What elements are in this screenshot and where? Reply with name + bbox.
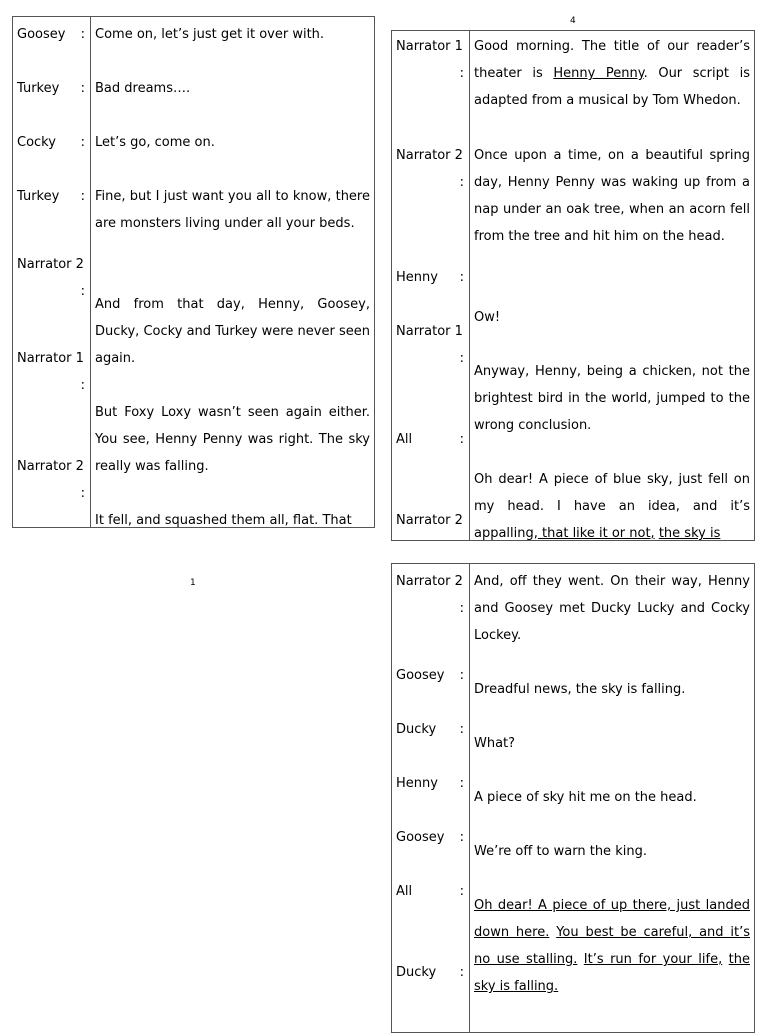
speaker-label: Goosey : bbox=[17, 27, 85, 42]
dialogue-line: And from that day, Henny, Goosey, Ducky, Cocky and Turkey were never seen again. bbox=[95, 297, 370, 366]
speaker-label: Narrator 2 : bbox=[396, 148, 464, 190]
speaker-label: Henny : bbox=[396, 270, 464, 285]
dialogue-column bbox=[91, 17, 374, 527]
dialogue-line: Oh dear! A piece of blue sky, just fell on my head. I have an idea, and it’s appalling, that like it or not, the sky is bbox=[474, 472, 750, 541]
speaker-label: Narrator 2 : bbox=[17, 257, 85, 299]
script-panel-bottom-right bbox=[391, 563, 755, 1033]
speaker-label: Ducky : bbox=[396, 965, 464, 980]
dialogue-line: But Foxy Loxy wasn’t seen again either. You see, Henny Penny was right. The sky really was falling. bbox=[95, 405, 370, 474]
script-panel-left bbox=[12, 16, 375, 528]
speaker-label: Narrator 2 bbox=[396, 513, 463, 528]
speaker-label: Narrator 2 : bbox=[17, 459, 85, 501]
dialogue-line: Bad dreams…. bbox=[95, 81, 191, 96]
speaker-column bbox=[392, 564, 470, 1032]
dialogue-column bbox=[470, 31, 754, 540]
dialogue-line: Come on, let’s just get it over with. bbox=[95, 27, 325, 42]
speaker-label: Narrator 1 : bbox=[396, 39, 464, 81]
dialogue-line: Anyway, Henny, being a chicken, not the brightest bird in the world, jumped to the wrong conclusion. bbox=[474, 364, 750, 433]
speaker-label: All : bbox=[396, 884, 464, 899]
dialogue-line: A piece of sky hit me on the head. bbox=[474, 790, 697, 805]
dialogue-line: Dreadful news, the sky is falling. bbox=[474, 682, 686, 697]
speaker-label: Cocky : bbox=[17, 135, 85, 150]
dialogue-line: Once upon a time, on a beautiful spring day, Henny Penny was waking up from a nap under an oak tree, when an acorn fell from the tree and hit him on the head. bbox=[474, 148, 750, 244]
play-title: Henny Penny bbox=[553, 66, 644, 81]
dialogue-line: And, off they went. On their way, Henny and Goosey met Ducky Lucky and Cocky Lockey. bbox=[474, 574, 750, 643]
speaker-column bbox=[392, 31, 470, 540]
speaker-label: All : bbox=[396, 432, 464, 447]
speaker-label: Goosey : bbox=[396, 830, 464, 845]
speaker-label: Henny : bbox=[396, 776, 464, 791]
dialogue-line: It fell, and squashed them all, flat. That bbox=[95, 513, 352, 528]
speaker-label: Narrator 2 : bbox=[396, 574, 464, 616]
speaker-label: Ducky : bbox=[396, 722, 464, 737]
speaker-label: Goosey : bbox=[396, 668, 464, 683]
page-number-top: 4 bbox=[570, 16, 576, 26]
dialogue-line: Ow! bbox=[474, 310, 501, 325]
script-panel-top-right bbox=[391, 30, 755, 541]
speaker-column bbox=[13, 17, 91, 527]
dialogue-line: We’re off to warn the king. bbox=[474, 844, 647, 859]
dialogue-line: Let’s go, come on. bbox=[95, 135, 215, 150]
speaker-label: Narrator 1 : bbox=[396, 324, 464, 366]
page-number-bottom: 1 bbox=[190, 578, 196, 588]
dialogue-line: Oh dear! A piece of up there, just landed down here. You best be careful, and it’s no use stalling. It’s run for your life, the sky is falling. bbox=[474, 898, 750, 994]
dialogue-line: What? bbox=[474, 736, 516, 751]
speaker-label: Narrator 1 : bbox=[17, 351, 85, 393]
dialogue-line: Fine, but I just want you all to know, there are monsters living under all your beds. bbox=[95, 189, 370, 231]
dialogue-line: Good morning. The title of our reader’s theater is Henny Penny. Our script is adapted from a musical by Tom Whedon. bbox=[474, 39, 750, 108]
speaker-label: Turkey : bbox=[17, 81, 85, 96]
speaker-label: Turkey : bbox=[17, 189, 85, 204]
dialogue-column bbox=[470, 564, 754, 1032]
